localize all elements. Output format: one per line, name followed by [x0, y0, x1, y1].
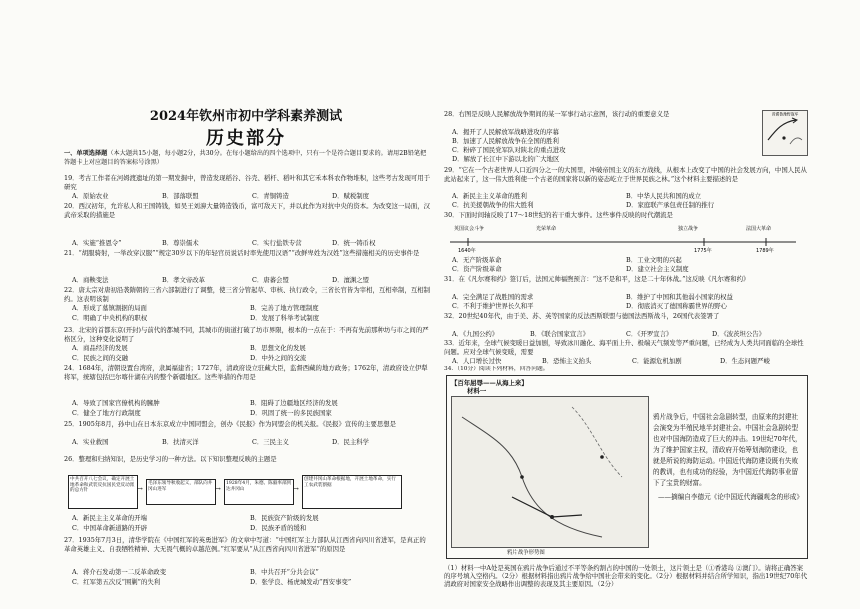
q19-option-d[interactable]: D．赋税制度: [332, 192, 370, 200]
q29-stem: 29．“它在一个古老世界人口近四分之一的大国里，冲破帝国主义的东方战线，从根本上改变了中国的社会发展方向，中国人民从此站起来了，这一伟大胜利使一个古老的国家将以新的姿态屹立于世界民族之林。”这个材料主要描述的是: [444, 166, 807, 183]
q26-option-a[interactable]: A．新民主主义革命的开端: [72, 514, 147, 522]
q20-option-a[interactable]: A．实施“推恩令”: [72, 239, 122, 247]
q33-option-c[interactable]: C．能源危机加剧: [632, 357, 682, 365]
svg-text:1775年: 1775年: [694, 248, 712, 254]
q32-option-a[interactable]: A．《九国公约》: [452, 330, 499, 338]
svg-text:独立战争: 独立战争: [678, 226, 699, 232]
q21-option-b[interactable]: B．孝文帝改革: [162, 276, 206, 284]
q23-option-a[interactable]: A．商品经济的发展: [72, 344, 128, 352]
q27-stem: 27．1935年7月3日，清华学院在《中国红军的英勇进军》的文章中写道：“中国红军主力部队从江西省向四川省进军，是真正的革命英雄主义、自我牺牲精神、大无畏气概的卓越范例。”红军要从“从江西省向四川省进军”的原因是: [64, 536, 426, 553]
q21-option-d[interactable]: D．澶渊之盟: [332, 276, 370, 284]
q26-option-c[interactable]: C．中国革命新道路的开辟: [72, 524, 148, 532]
q30-option-d[interactable]: D．建立社会主义制度: [626, 265, 689, 273]
q19-option-a[interactable]: A．原始农业: [72, 192, 109, 200]
quote-source: ——摘编自李德元《论中国近代海疆观念的形成》: [657, 493, 803, 501]
material-banner: 【百年屈辱——从海上来】: [451, 379, 528, 387]
q27-option-a[interactable]: A．蒋介石发动第一二反革命政变: [72, 568, 167, 576]
q30-option-c[interactable]: C．资产阶级革命: [452, 265, 502, 273]
q28-stem: 28．右图是反映人民解放战争期间的某一军事行动示意图，该行动的重要意义是: [444, 110, 670, 118]
q24-stem: 24．1684年，清朝设置台湾府，隶属福建省；1727年，清政府设立驻藏大臣，监督西藏的地方政务；1762年，清政府设立伊犁将军，统辖包括巴尔喀什湖在内的整个新疆地区。这些举措的作用是: [64, 364, 428, 381]
q19-option-b[interactable]: B．部落联盟: [162, 192, 199, 200]
q24-option-b[interactable]: B．阻碍了边疆地区经济的发展: [250, 399, 338, 407]
q23-option-d[interactable]: D．中外之间的交流: [250, 354, 307, 362]
q32-option-c[interactable]: C．《开罗宣言》: [626, 330, 673, 338]
svg-text:1789年: 1789年: [756, 248, 774, 254]
material-label: 材料一: [467, 387, 487, 395]
q26-stem: 26．整理和归纳知识，是历史学习的一种方法。以下知识整理反映的主题是: [64, 455, 277, 463]
q25-stem: 25．1905年8月，孙中山在日本东京成立中国同盟会，创办《民报》作为同盟会的机关报。《民报》宣传的主要思想是: [64, 420, 397, 428]
q21-option-a[interactable]: A．商鞅变法: [72, 276, 109, 284]
q22-option-d[interactable]: D．发展了科举考试制度: [250, 314, 320, 322]
material-quote: 鸦片战争后，中国社会急剧转型，由原来的封建社会演变为半殖民地半封建社会。中国社会急剧转型也对中国海防造成了巨大的冲击。19世纪70年代，为了维护国家主权，清政府开始筹划海防建设，也就是所说的海防运动。中国近代海防建设既有失败的教训，也有成功的经验，为中国近代海防事业留下了宝贵的财富。 ——摘编自李德元《论中国近代海疆观念的形成》: [653, 413, 803, 501]
q25-option-d[interactable]: D．民主科学: [332, 438, 370, 446]
q29-option-a[interactable]: A．新民主主义革命的胜利: [452, 192, 527, 200]
military-route-map-icon: [762, 110, 808, 156]
q27-option-c[interactable]: C．红军第五次反“围剿”的失利: [72, 578, 161, 586]
q23-stem: 23．北宋的首都东京(开封)与前代的都城不同，其城市的街道打破了坊市界限，根本的一点在于：不再有先前那种坊与市之间的严格区分，这种变化说明了: [64, 326, 429, 343]
q19-stem: 19．考古工作者在河姆渡遗址的第一期发掘中，曾造发现稻谷、谷壳、稻杆、稻叶和其它禾本科农作物堆积，这些考古发现可用于研究: [64, 174, 430, 191]
q22-option-b[interactable]: B．完善了地方管理制度: [250, 304, 319, 312]
q23-option-c[interactable]: C．民族之间的交融: [72, 354, 129, 362]
flow-box-4: 创建井冈山革命根据地，开展土地革命，实行工农武装割据: [302, 475, 402, 509]
q32-option-b[interactable]: B．《联合国家宣言》: [530, 330, 590, 338]
flow-box-1: 中共召开八七会议，确定开展土地革命和武装反抗国民党反动派的总方针: [68, 475, 138, 509]
q23-option-b[interactable]: B．思想文化的发展: [250, 344, 306, 352]
q29-option-d[interactable]: D．家庭联产承包责任制的推行: [626, 201, 715, 209]
q33-option-b[interactable]: B．恐怖主义抬头: [542, 357, 592, 365]
timeline-diagram: [446, 220, 802, 254]
svg-text:光荣革命: 光荣革命: [536, 226, 557, 232]
q25-option-c[interactable]: C．三民主义: [252, 438, 289, 446]
q32-option-d[interactable]: D．《波茨坦公告》: [712, 330, 766, 338]
arrow-right-icon: →: [137, 485, 143, 493]
q26-option-d[interactable]: D．民族矛盾的缓和: [250, 524, 307, 532]
q19-option-c[interactable]: C．青铜铸造: [252, 192, 289, 200]
q20-option-c[interactable]: C．实行盐铁专营: [252, 239, 302, 247]
q24-option-d[interactable]: D．巩固了统一的多民族国家: [250, 409, 332, 417]
q28-option-c[interactable]: C．粉碎了国民党军队对陕北的重点进攻: [452, 146, 566, 154]
material-box: [446, 375, 808, 559]
q34-sub1: （1）材料一中A处是英国在鸦片战争后通过不平等条约割占的中国的一处领土，这片领土是（①香港岛 ②澳门）。请将正确答案的序号填入空格内。（2分）根据材料指出鸦片战争给中国社会带来的变化。（2分）根据材料并结合所学知识，指出19世纪70年代清政府对国家安全战略作出调整的表现及其主要原因。（2分）: [444, 564, 808, 589]
q33-option-a[interactable]: A．人口增长过快: [452, 357, 502, 365]
opium-war-map-icon: [451, 396, 649, 548]
knowledge-flowchart: [64, 473, 430, 513]
q30-stem: 30．下面时间轴反映了17～18世纪的若干重大事件。这些事件反映的时代潮流是: [444, 211, 673, 219]
q26-option-b[interactable]: B．民族资产阶级的发展: [250, 514, 319, 522]
q30-option-b[interactable]: B．工业文明的兴起: [626, 256, 682, 264]
q21-option-c[interactable]: C．唐蕃会盟: [252, 276, 289, 284]
q31-stem: 31．在《凡尔赛和约》签订后，法国元帅福煦预言：“这不是和平，这是二十年休战。”这反映《凡尔赛和约》: [444, 275, 750, 283]
q33-option-d[interactable]: D．生态问题严峻: [720, 357, 770, 365]
q20-option-b[interactable]: B．尊崇儒术: [162, 239, 199, 247]
q22-option-a[interactable]: A．形成了墓镇割据的局面: [72, 304, 147, 312]
arrow-right-icon: →: [215, 485, 221, 493]
q21-stem: 21．“胡服骑射，一举改穿汉服”“规定30岁以下的年轻官员说话时率先使用汉语”“改鲜卑姓为汉姓”这些措施相关的历史事件是: [64, 249, 420, 257]
q29-option-b[interactable]: B．中华人民共和国的成立: [626, 192, 701, 200]
arrow-right-icon: →: [293, 485, 299, 493]
q30-option-a[interactable]: A．无产阶级革命: [452, 256, 502, 264]
flow-box-3: 1928年4月，朱德、陈毅率部到达井冈山: [224, 479, 294, 505]
q25-option-b[interactable]: B．扶清灭洋: [162, 438, 199, 446]
svg-text:英国议会斗争: 英国议会斗争: [454, 226, 485, 232]
q25-option-a[interactable]: A．实业救国: [72, 438, 109, 446]
svg-text:法国大革命: 法国大革命: [746, 226, 772, 232]
section-instruction: 一、单项选择题（本大题共15小题，每小题2分，共30分。在每小题给出的四个选项中，只有一个是符合题目要求的。请用2B铅笔把答题卡上对应题目的答案标号涂黑）: [64, 150, 427, 166]
q27-option-b[interactable]: B．中共召开“分共会议”: [250, 568, 319, 576]
flow-box-2: 毛泽东领导秋收起义，部队向井冈山进军: [146, 479, 216, 505]
q28-option-a[interactable]: A．揭开了人民解放军战略进攻的序幕: [452, 128, 559, 136]
q28-option-b[interactable]: B．加速了人民解放战争在全国的胜利: [452, 137, 559, 145]
map-caption: 鸦片战争形势图: [507, 550, 545, 556]
q31-option-a[interactable]: A．完全满足了战胜国的需求: [452, 293, 534, 301]
q24-option-c[interactable]: C．健全了地方行政制度: [72, 409, 141, 417]
svg-text:1640年: 1640年: [458, 248, 476, 254]
q24-option-a[interactable]: A．导致了国家官僚机构的臃肿: [72, 399, 160, 407]
q31-option-c[interactable]: C．不利于维护世界长久和平: [452, 302, 534, 310]
q27-option-d[interactable]: D．张学良、杨虎城发动“西安事变”: [250, 578, 352, 586]
q29-option-c[interactable]: C．抗美援朝战争的伟大胜利: [452, 201, 534, 209]
q20-option-d[interactable]: D．统一铸币权: [332, 239, 376, 247]
q22-stem: 22．唐太宗对唐初沿袭隋朝的三省六部制进行了调整，使三省分管起草、审核、执行政令，三省长官皆为宰相，互相牵制，互相制约。这表明该制: [64, 286, 430, 303]
q32-stem: 32．20世纪40年代，由于美、苏、英等国家的反法西斯联盟与德国法西斯战斗，26国代表签署了: [444, 312, 720, 320]
section-title: 历史部分: [206, 128, 286, 149]
q34-stem: 34．（10分）阅读下列材料，回答问题。: [444, 366, 549, 372]
exam-title: 2024年钦州市初中学科素养测试: [149, 109, 343, 124]
q20-stem: 20．西汉初年，允许私人和王国铸钱，如吴王刘濞大量铸造钱币，富可敌天下，并以此作为对抗中央的资本。为改变这一局面，汉武帝采取的措施是: [64, 202, 430, 219]
q28-option-d[interactable]: D．解放了长江中下游以北的广大地区: [452, 155, 560, 163]
q33-stem: 33．近年来，全球气候变暖日益加剧，导致冰川融化、海平面上升、极端天气频发等严重问题，已经成为人类共同面临的全球性问题。应对全球气候变暖，需要: [444, 339, 804, 356]
q22-option-c[interactable]: C．明确了中央机构的职权: [72, 314, 148, 322]
route-map-label: 晋冀鲁豫野战军: [771, 111, 799, 117]
q31-option-b[interactable]: B．维护了中国和其他弱小国家的权益: [626, 293, 733, 301]
q31-option-d[interactable]: D．彻底消灭了德国称霸世界的野心: [626, 302, 727, 310]
